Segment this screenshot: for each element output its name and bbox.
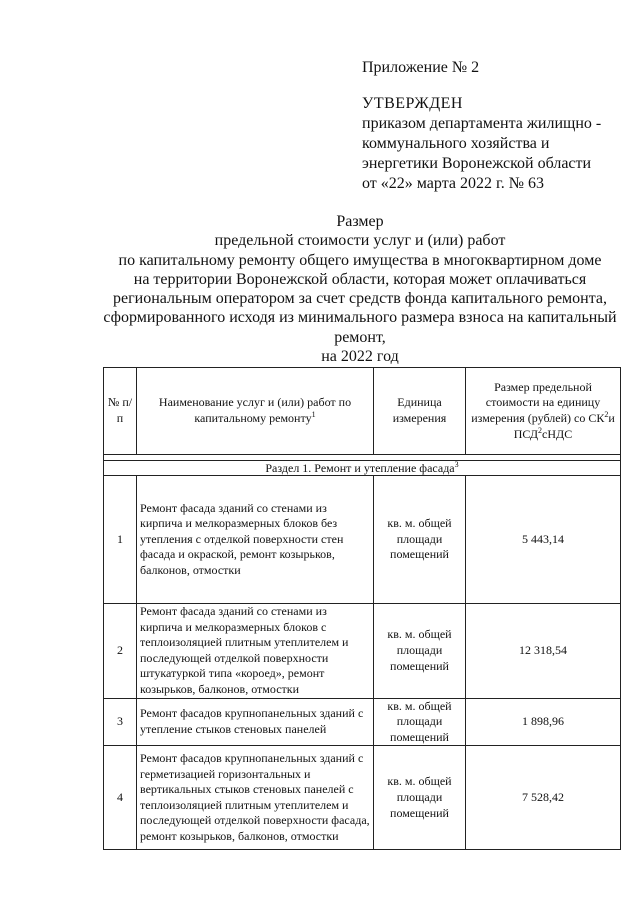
row-name: Ремонт фасадов крупнопанельных зданий с утепление стыков стеновых панелей — [137, 698, 374, 746]
table-row — [104, 746, 621, 850]
row-unit: кв. м. общей площади помещений — [374, 604, 466, 699]
header-price-text: Размер предельной стоимости на единицу измерения (рублей) со СК — [471, 379, 605, 425]
header-price — [466, 368, 621, 455]
row-name: Ремонт фасадов крупнопанельных зданий с герметизацией горизонтальных и вертикальных стыков стеновых панелей с теплоизоляцией плитным утеплителем и последующей отделкой поверхности фасада, ремонт козырьков, балконов, отмостки — [137, 746, 374, 850]
approval-line: приказом департамента жилищно - — [362, 115, 602, 132]
row-unit: кв. м. общей площади помещений — [374, 746, 466, 850]
section-title — [104, 461, 621, 476]
approval-line: коммунального хозяйства и — [362, 135, 550, 152]
header-unit: Единица измерения — [374, 368, 466, 455]
footnote-marker: 1 — [311, 410, 316, 419]
row-unit: кв. м. общей площади помещений — [374, 698, 466, 746]
header-price-text: сНДС — [542, 426, 573, 441]
footnote-marker: 3 — [454, 460, 459, 469]
footnote-marker: 2 — [604, 410, 609, 419]
table-header-row — [104, 368, 621, 455]
approved-heading: УТВЕРЖДЕН — [362, 95, 463, 112]
row-number: 3 — [104, 698, 137, 746]
header-number: № п/п — [104, 368, 137, 455]
table-row — [104, 604, 621, 699]
title-line: на 2022 год — [321, 348, 399, 366]
row-price: 5 443,14 — [466, 476, 621, 604]
title-line: региональным оператором за счет средств фонда капитального ремонта, — [112, 290, 608, 308]
title-line: предельной стоимости услуг и (или) работ — [214, 232, 506, 250]
section-label: Раздел 1. Ремонт и утепление фасада — [265, 461, 455, 475]
header-name-text: Наименование услуг и (или) работ по капитальному ремонту — [158, 395, 352, 425]
row-price: 12 318,54 — [466, 604, 621, 699]
approval-block — [362, 58, 632, 194]
header-name — [137, 368, 374, 455]
row-name: Ремонт фасада зданий со стенами из кирпича и мелкоразмерных блоков без утепления с отделкой поверхности стен фасада и окраской, ремонт козырьков, балконов, отмостки — [137, 476, 374, 604]
title-line: ремонт, — [334, 328, 386, 346]
row-name: Ремонт фасада зданий со стенами из кирпича и мелкоразмерных блоков с теплоизоляцией плитным утеплителем и последующей отделкой поверхности штукатуркой типа «короед», ремонт козырьков, балконов, отмостки — [137, 604, 374, 699]
row-unit: кв. м. общей площади помещений — [374, 476, 466, 604]
title-line: по капитальному ремонту общего имущества в многоквартирном доме — [118, 251, 602, 269]
cost-table — [103, 367, 621, 850]
header-price-text: и ПСД — [513, 411, 615, 441]
row-number: 2 — [104, 604, 137, 699]
row-number: 4 — [104, 746, 137, 850]
footnote-marker: 2 — [538, 425, 543, 435]
approval-line: от «22» марта 2022 г. № 63 — [362, 175, 544, 192]
table-row — [104, 698, 621, 746]
appendix-number: Приложение № 2 — [362, 59, 480, 76]
approval-line: энергетики Воронежской области — [362, 155, 592, 172]
section-row — [104, 461, 621, 476]
title-line: на территории Воронежской области, которая может оплачиваться — [133, 270, 587, 288]
row-number: 1 — [104, 476, 137, 604]
row-price: 1 898,96 — [466, 698, 621, 746]
row-price: 7 528,42 — [466, 746, 621, 850]
title-line: сформированного исходя из минимального размера взноса на капитальный — [103, 309, 617, 327]
document-title — [70, 212, 640, 366]
table-row — [104, 476, 621, 604]
title-line: Размер — [336, 213, 384, 230]
